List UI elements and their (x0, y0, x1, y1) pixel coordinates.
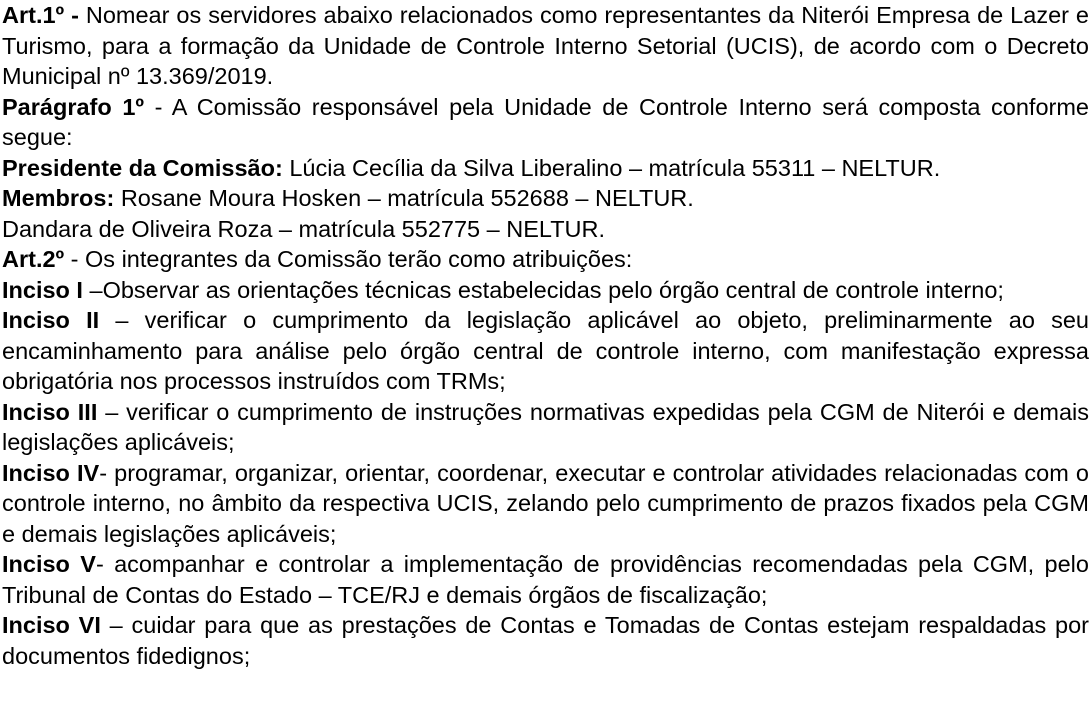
paragraph-label: Membros: (2, 185, 115, 211)
paragraph-text: – verificar o cumprimento de instruções normativas expedidas pela CGM de Niterói e demais legislações aplicáveis; (2, 398, 1089, 455)
paragraph-art-1 (2, 0, 1089, 92)
paragraph-inciso-3 (2, 397, 1089, 458)
paragraph-label: Presidente da Comissão: (2, 154, 283, 181)
paragraph-paragrafo-1 (2, 92, 1089, 153)
paragraph-text: Lúcia Cecília da Silva Liberalino – matrícula 55311 – NELTUR. (282, 154, 941, 181)
paragraph-label: Inciso III (2, 398, 98, 425)
paragraph-inciso-1 (2, 275, 1089, 306)
paragraph-text: –Observar as orientações técnicas estabelecidas pelo órgão central de controle interno; (82, 276, 1004, 303)
paragraph-label: Inciso I (2, 276, 83, 303)
paragraph-label: Inciso VI (2, 612, 101, 638)
paragraph-label: Art.1º - (2, 2, 86, 28)
paragraph-label: Art.2º (2, 246, 65, 272)
paragraph-inciso-5 (2, 549, 1089, 610)
paragraph-membros (2, 183, 1089, 214)
paragraph-text: Nomear os servidores abaixo relacionados como representantes da Niterói Empresa de Lazer e Turismo, para a formação da Unidade de Controle Interno Setorial (UCIS), de acordo com o Decreto Municipal nº 13.369/2019. (2, 2, 1089, 89)
paragraph-label: Inciso V (2, 551, 96, 577)
paragraph-text: Rosane Moura Hosken – matrícula 552688 – NELTUR. (114, 185, 694, 211)
paragraph-presidente (2, 153, 1089, 184)
paragraph-inciso-4 (2, 458, 1089, 550)
paragraph-label: Parágrafo 1º (2, 93, 144, 120)
paragraph-inciso-2 (2, 305, 1089, 397)
paragraph-text: - A Comissão responsável pela Unidade de Controle Interno será composta conforme segue: (2, 93, 1089, 150)
paragraph-text: - programar, organizar, orientar, coordenar, executar e controlar atividades relacionadas com o controle interno, no âmbito da respectiva UCIS, zelando pelo cumprimento de prazos fixados pela CGM e demais legislações aplicáveis; (2, 459, 1089, 547)
paragraph-text: – verificar o cumprimento da legislação aplicável ao objeto, preliminarmente ao seu encaminhamento para análise pelo órgão central de controle interno, com manifestação expressa obrigatória nos processos instruídos com TRMs; (2, 307, 1090, 394)
paragraph-inciso-6 (2, 610, 1089, 671)
paragraph-label: Inciso IV (2, 459, 100, 486)
paragraph-text: – cuidar para que as prestações de Contas e Tomadas de Contas estejam respaldadas por documentos fidedignos; (2, 612, 1089, 669)
paragraph-art-2 (2, 244, 1089, 275)
paragraph-text: - Os integrantes da Comissão terão como atribuições: (64, 246, 633, 272)
paragraph-membro-2 (2, 214, 1089, 245)
paragraph-text: Dandara de Oliveira Roza – matrícula 552775 – NELTUR. (2, 215, 606, 242)
paragraph-label: Inciso II (2, 307, 100, 333)
paragraph-text: - acompanhar e controlar a implementação de providências recomendadas pela CGM, pelo Tribunal de Contas do Estado – TCE/RJ e demais órgãos de fiscalização; (2, 551, 1089, 608)
